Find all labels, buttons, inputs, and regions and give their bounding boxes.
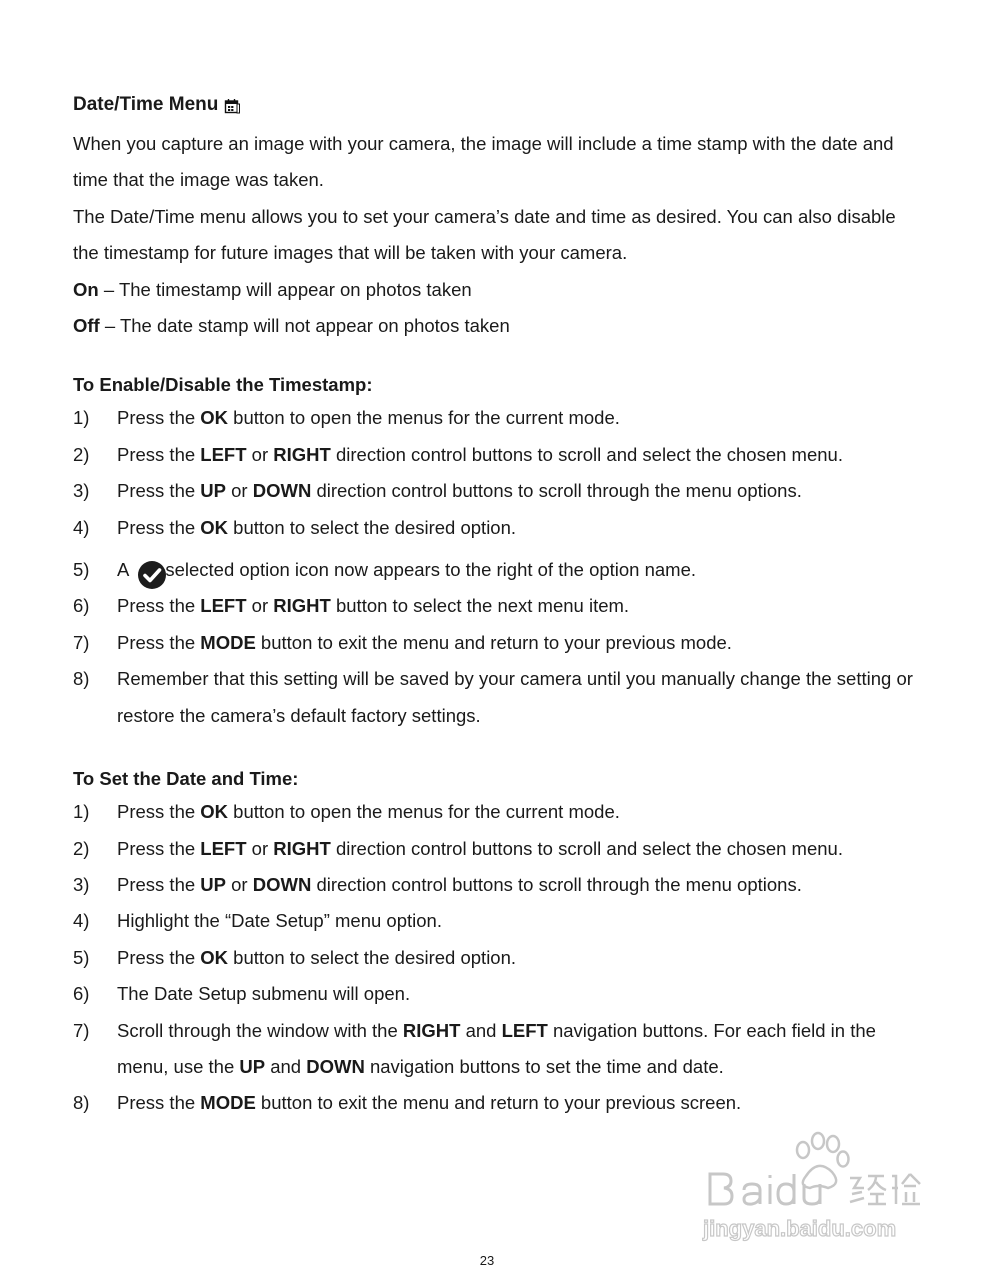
step-text-suffix: selected option icon now appears to the right of the option name. xyxy=(165,559,697,581)
step-number: 8) xyxy=(73,668,90,690)
step-text xyxy=(117,661,913,734)
step-number: 3) xyxy=(73,480,90,502)
step-text-fragment: Press the xyxy=(117,801,201,823)
section-heading-enable-timestamp: To Enable/Disable the Timestamp: xyxy=(73,374,373,396)
step-text-fragment: button to select the desired option. xyxy=(228,946,517,968)
intro-paragraph-2: The Date/Time menu allows you to set your camera’s date and time as desired. You can also disable the timestamp for future images that will be taken with your camera. xyxy=(73,205,896,264)
step-text xyxy=(117,831,913,867)
list-item xyxy=(73,903,913,939)
step-text-fragment: button to open the menus for the current mode. xyxy=(228,407,620,429)
step-text xyxy=(117,1013,913,1086)
step-text-fragment: Press the xyxy=(117,443,201,465)
step-keyword: RIGHT xyxy=(273,443,331,465)
option-desc: – The timestamp will appear on photos taken xyxy=(98,278,472,300)
step-keyword: DOWN xyxy=(252,480,312,502)
step-text-fragment: Press the xyxy=(117,946,201,968)
list-item xyxy=(73,625,913,661)
step-keyword: OK xyxy=(200,407,229,429)
list-item xyxy=(73,510,913,546)
step-keyword: OK xyxy=(200,946,229,968)
step-text-fragment: or xyxy=(246,443,274,465)
step-keyword: RIGHT xyxy=(273,837,331,859)
step-keyword: UP xyxy=(200,873,226,895)
step-number: 1) xyxy=(73,801,90,823)
step-text-fragment: direction control buttons to scroll and select the chosen menu. xyxy=(330,837,843,859)
step-keyword: LEFT xyxy=(200,837,247,859)
option-desc: – The date stamp will not appear on photos taken xyxy=(99,315,510,337)
step-text-fragment: navigation buttons. For each field in the menu, use the xyxy=(117,1019,876,1077)
step-number: 4) xyxy=(73,910,90,932)
step-keyword: LEFT xyxy=(200,595,247,617)
step-text xyxy=(117,940,913,976)
step-text-fragment: Press the xyxy=(117,837,201,859)
section-heading-set-date: To Set the Date and Time: xyxy=(73,768,299,790)
list-item xyxy=(73,831,913,867)
step-number: 2) xyxy=(73,837,90,859)
step-text-fragment: navigation buttons to set the time and date. xyxy=(364,1055,724,1077)
step-text-fragment: or xyxy=(246,595,274,617)
option-term: On xyxy=(73,278,99,300)
step-text-fragment: Press the xyxy=(117,480,201,502)
step-keyword: MODE xyxy=(200,1092,256,1114)
step-text xyxy=(117,510,913,546)
step-number: 7) xyxy=(73,631,90,653)
step-text-fragment: or xyxy=(226,873,253,895)
checkmark-circle-icon xyxy=(137,560,167,590)
step-text-fragment: The Date Setup submenu will open. xyxy=(117,983,411,1005)
step-text-fragment: and xyxy=(460,1019,502,1041)
list-item xyxy=(73,546,913,588)
list-item xyxy=(73,1013,913,1086)
step-keyword: UP xyxy=(239,1055,266,1077)
list-item xyxy=(73,400,913,436)
step-number: 3) xyxy=(73,873,90,895)
step-text-fragment: button to exit the menu and return to your previous screen. xyxy=(255,1092,742,1114)
step-text xyxy=(117,437,913,473)
step-text xyxy=(117,903,913,939)
step-text-fragment: button to select the next menu item. xyxy=(330,595,630,617)
step-text xyxy=(117,588,913,624)
step-keyword: OK xyxy=(200,801,229,823)
step-number: 5) xyxy=(73,946,90,968)
list-item xyxy=(73,940,913,976)
page-title xyxy=(73,90,913,120)
step-text-fragment: Scroll through the window with the xyxy=(117,1019,403,1041)
watermark-url-text: jingyan.baidu.com xyxy=(703,1216,897,1241)
step-keyword: DOWN xyxy=(252,873,312,895)
step-text xyxy=(117,1085,913,1121)
step-keyword: RIGHT xyxy=(402,1019,461,1041)
step-text-fragment: direction control buttons to scroll through the menu options. xyxy=(311,480,802,502)
step-text xyxy=(117,552,913,588)
page-number: 23 xyxy=(479,1253,495,1268)
intro-paragraph-1: When you capture an image with your camera, the image will include a time stamp with the date and time that the image was taken. xyxy=(73,133,894,191)
step-text-fragment: Press the xyxy=(117,631,201,653)
list-item xyxy=(73,588,913,624)
step-text xyxy=(117,473,913,509)
step-text-fragment: button to exit the menu and return to your previous mode. xyxy=(255,631,732,653)
step-text xyxy=(117,794,913,830)
list-item xyxy=(73,867,913,903)
step-text-fragment: button to select the desired option. xyxy=(228,516,517,538)
step-number: 8) xyxy=(73,1092,90,1114)
list-item xyxy=(73,976,913,1012)
step-text-fragment: direction control buttons to scroll through the menu options. xyxy=(311,873,802,895)
list-item xyxy=(73,1085,913,1121)
step-number: 1) xyxy=(73,407,90,429)
step-text-fragment: or xyxy=(246,837,274,859)
step-text-fragment: Press the xyxy=(117,873,201,895)
list-item xyxy=(73,437,913,473)
step-text-fragment: Highlight the “Date Setup” menu option. xyxy=(117,910,442,932)
step-number: 5) xyxy=(73,559,90,581)
step-text-prefix: A xyxy=(117,559,130,581)
step-number: 2) xyxy=(73,443,90,465)
step-keyword: UP xyxy=(200,480,226,502)
step-number: 6) xyxy=(73,595,90,617)
step-keyword: LEFT xyxy=(501,1019,548,1041)
list-item xyxy=(73,794,913,830)
option-off xyxy=(73,308,913,344)
option-on xyxy=(73,272,913,308)
step-text xyxy=(117,867,913,903)
step-text-fragment: Press the xyxy=(117,516,201,538)
step-text-fragment: Press the xyxy=(117,1092,201,1114)
step-number: 7) xyxy=(73,1019,90,1041)
step-number: 6) xyxy=(73,983,90,1005)
step-keyword: MODE xyxy=(200,631,256,653)
step-text-fragment: and xyxy=(265,1055,307,1077)
step-keyword: OK xyxy=(200,516,229,538)
step-keyword: DOWN xyxy=(306,1055,365,1077)
calendar-icon xyxy=(224,94,240,110)
option-term: Off xyxy=(73,315,100,337)
page-title-text: Date/Time Menu xyxy=(73,94,219,115)
step-text xyxy=(117,976,913,1012)
step-keyword: RIGHT xyxy=(273,595,331,617)
step-keyword: LEFT xyxy=(200,443,247,465)
step-number: 4) xyxy=(73,516,90,538)
step-text xyxy=(117,400,913,436)
baidu-watermark-logo xyxy=(700,1128,940,1248)
step-text-fragment: button to open the menus for the current mode. xyxy=(228,801,620,823)
step-text-fragment: Press the xyxy=(117,407,201,429)
step-text-fragment: Remember that this setting will be saved by your camera until you manually change the setting or restore the camera’s default factory settings. xyxy=(117,668,913,726)
steps-list-enable xyxy=(73,400,913,734)
step-text xyxy=(117,625,913,661)
page-content xyxy=(73,90,913,1122)
list-item xyxy=(73,473,913,509)
step-text-fragment: Press the xyxy=(117,595,201,617)
list-item xyxy=(73,661,913,734)
step-text-fragment: direction control buttons to scroll and select the chosen menu. xyxy=(330,443,843,465)
step-text-fragment: or xyxy=(226,480,253,502)
steps-list-date xyxy=(73,794,913,1122)
